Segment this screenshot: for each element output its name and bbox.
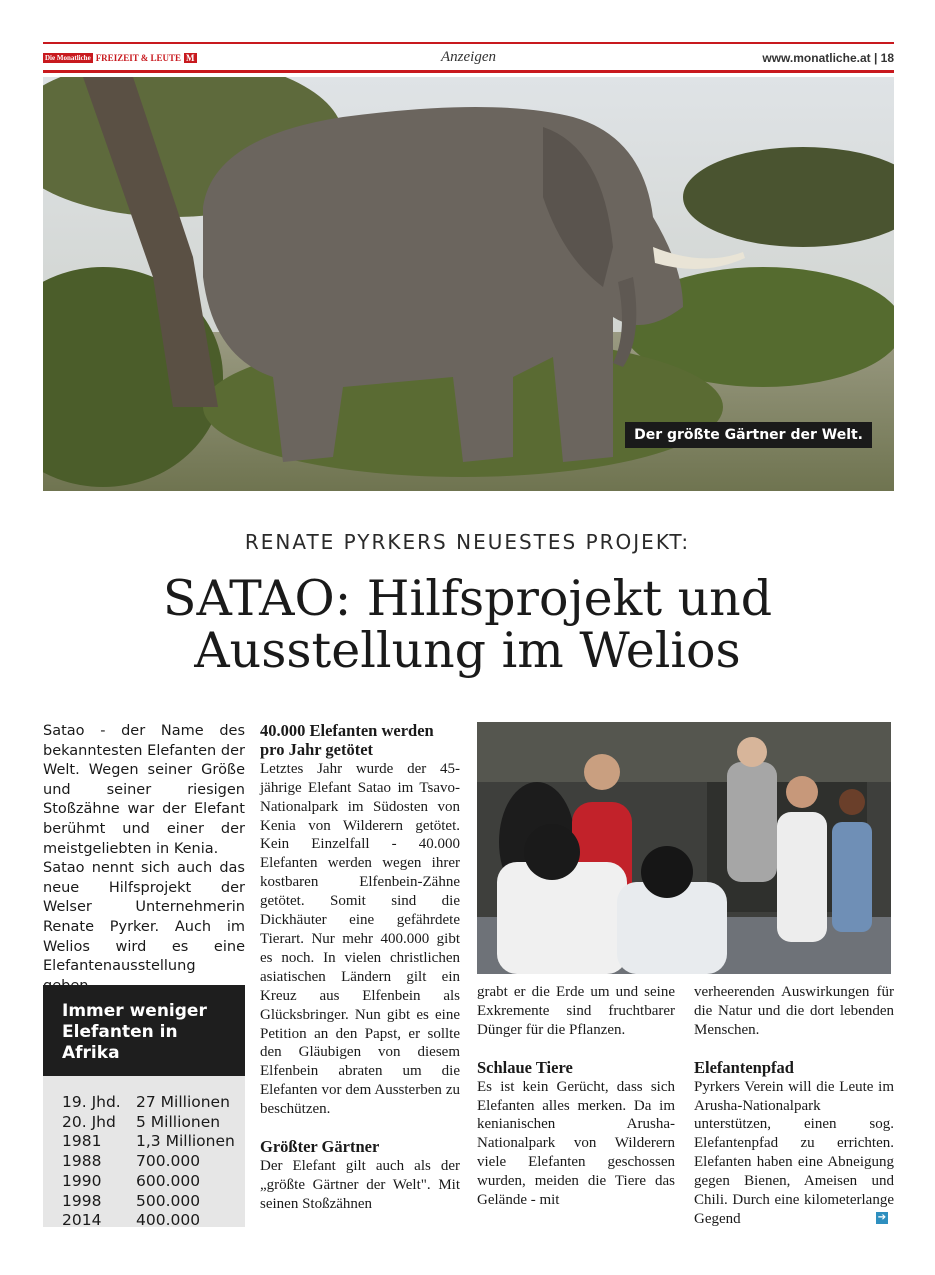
- subheading-elefantenpfad: Elefantenpfad: [694, 1057, 794, 1077]
- count-cell: 700.000: [136, 1152, 201, 1171]
- classroom-illustration: [477, 722, 891, 974]
- table-row: [62, 1093, 235, 1113]
- page-header: [43, 42, 894, 74]
- year-cell: 1988: [62, 1152, 102, 1171]
- infobox-title-line-1: Immer weniger: [62, 1001, 207, 1021]
- table-row: [62, 1132, 235, 1152]
- header-bottom-rule: [43, 70, 894, 73]
- body-paragraph: Es ist kein Gerücht, dass sich Elefanten alles merken. Da im kenianischen Arusha-Nationalpark von Wilderern viele Elefanten geschossen wurden, meiden die Tiere das Gelände - mit: [477, 1078, 675, 1209]
- year-cell: 1990: [62, 1171, 102, 1190]
- headline: [0, 570, 935, 679]
- body-paragraph: verheerenden Auswirkungen für die Natur und die dort lebenden Menschen.: [694, 984, 894, 1038]
- infobox: [43, 985, 245, 1230]
- count-cell: 27 Millionen: [136, 1093, 230, 1111]
- infobox-title-line-2: Elefanten in Afrika: [62, 1022, 178, 1063]
- intro-column: [43, 722, 245, 996]
- table-row: [62, 1113, 235, 1133]
- body-paragraph: Letztes Jahr wurde der 45-jährige Elefant Satao im Tsavo-Nationalpark im Südosten von Kenia von Wilderern getötet. Kein Einzelfall - 40.000 Elefanten werden wegen ihrer kostbaren Elfenbein-Zähne getötet. Somit sind die Dickhäuter eine gefährdete Tierart. Nur mehr 400.000 gibt es noch. In vielen christlichen asiatischen Ländern gilt ein Kreuz aus Elfenbein als Glücksbringer. Nun gibt es eine Petition an den Papst, er sollte den Gläubigen von diesem Elfenbein abraten um die Elefanten vor dem Aussterben zu beschützen.: [260, 760, 460, 1118]
- table-row: [62, 1192, 235, 1212]
- population-table: [62, 1093, 235, 1231]
- subheading-schlaue-tiere: Schlaue Tiere: [477, 1057, 573, 1077]
- header-top-rule: [43, 42, 894, 44]
- count-cell: 5 Millionen: [136, 1112, 221, 1131]
- count-cell: 400.000: [136, 1211, 201, 1230]
- infobox-title: [43, 985, 245, 1076]
- body-paragraph: Pyrkers Verein will die Leute im Arusha-Nationalpark unterstützen, einen sog. Elefantenpfad zu errichten. Elefanten haben eine Abneigung gegen Bienen, Ameisen und Chili. Durch eine kilometerlange Gegend: [694, 1078, 894, 1227]
- subheading-elefanten-getoetet: 40.000 Elefanten werden pro Jahr getötet: [260, 721, 434, 759]
- body-paragraph: grabt er die Erde um und seine Exkremente sind fruchtbarer Dünger für die Pflanzen.: [477, 984, 675, 1038]
- table-row: [62, 1211, 235, 1231]
- brand-section: FREIZEIT & LEUTE: [95, 53, 182, 63]
- headline-line-2: Ausstellung im Welios: [194, 622, 741, 679]
- intro-paragraph-2: Satao nennt sich auch das neue Hilfsprojekt der Welser Unternehmerin Renate Pyrker. Auch im Welios wird es eine Elefantenausstellung: [43, 860, 245, 975]
- kicker: RENATE PYRKERS NEUESTES PROJEKT:: [244, 530, 691, 554]
- table-row: [62, 1152, 235, 1172]
- year-cell: 2014: [62, 1211, 102, 1230]
- arrow-right-icon: ➔: [877, 1212, 887, 1223]
- elephant-photo: [43, 77, 894, 491]
- intro-paragraph-1: Satao - der Name des bekanntesten Elefanten der Welt. Wegen seiner Größe und seiner riesigen Stoßzähne war der Elefant berühmt und einer der meistgeliebten in Kenia.: [43, 723, 245, 857]
- brand-small: Die Monatliche: [45, 54, 91, 62]
- classroom-photo: [477, 722, 891, 974]
- year-cell: 20. Jhd: [62, 1112, 116, 1131]
- photo-caption: Der größte Gärtner der Welt.: [625, 422, 872, 448]
- table-row: [62, 1172, 235, 1192]
- section-label: Anzeigen: [441, 49, 496, 65]
- article-column-3: [477, 983, 675, 1210]
- brand-badge: M: [186, 53, 195, 63]
- headline-line-1: SATAO: Hilfsprojekt und: [162, 570, 773, 627]
- count-cell: 600.000: [136, 1171, 201, 1190]
- year-cell: 1998: [62, 1191, 102, 1210]
- body-paragraph: Der Elefant gilt auch als der „größte Gärtner der Welt". Mit seinen Stoßzähnen: [260, 1157, 460, 1212]
- count-cell: 500.000: [136, 1191, 201, 1210]
- article-column-4: [694, 983, 894, 1229]
- site-and-page-number: www.monatliche.at | 18: [762, 51, 894, 65]
- year-cell: 1981: [62, 1132, 102, 1151]
- count-cell: 1,3 Millionen: [136, 1132, 235, 1151]
- article-column-2: [260, 722, 460, 1214]
- year-cell: 19. Jhd.: [62, 1093, 121, 1111]
- subheading-groesster-gaertner: Größter Gärtner: [260, 1137, 380, 1157]
